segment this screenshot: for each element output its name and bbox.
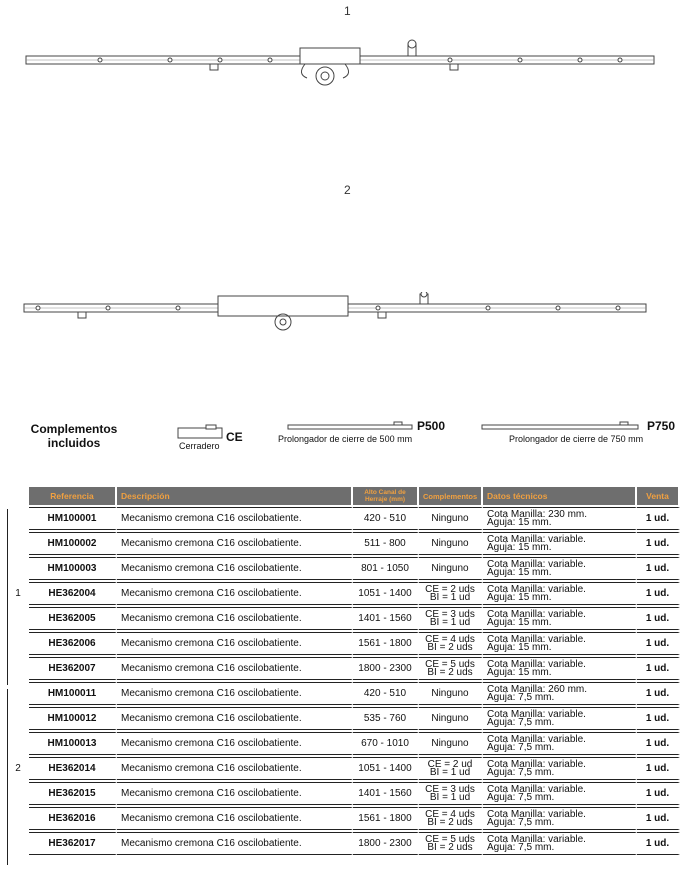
complementos-cell [419,607,483,630]
p750-caption: Prolongador de cierre de 750 mm [509,434,644,444]
alto-cell: 670 - 1010 [353,732,419,755]
complementos-cell [419,557,483,580]
cota-manilla: Cota Manilla: variable. [487,658,586,670]
venta-cell: 1 ud. [637,732,680,755]
venta-cell: 1 ud. [637,532,680,555]
complementos-cell [419,782,483,805]
aguja: Aguja: 7,5 mm. [487,766,555,778]
complemento-line-1: Ninguno [431,512,469,524]
aguja: Aguja: 7,5 mm. [487,791,555,803]
descripcion-cell: Mecanismo cremona C16 oscilobatiente. [117,532,353,555]
aguja: Aguja: 15 mm. [487,666,552,678]
alto-cell: 1401 - 1560 [353,782,419,805]
venta-cell: 1 ud. [637,632,680,655]
complemento-line-2: BI = 2 uds [427,666,473,678]
datos-tecnicos-cell [483,757,637,780]
p500-caption: Prolongador de cierre de 500 mm [278,434,413,444]
venta-cell: 1 ud. [637,707,680,730]
table-row [7,732,680,755]
table-row [7,532,680,555]
p750-drawing [480,421,642,433]
table-row [7,582,680,605]
cota-manilla: Cota Manilla: variable. [487,833,586,845]
complemento-line-1: CE = 5 uds [425,833,475,845]
alto-cell: 535 - 760 [353,707,419,730]
cota-manilla: Cota Manilla: variable. [487,558,586,570]
complementos-cell [419,807,483,830]
datos-tecnicos-cell [483,607,637,630]
referencia-cell: HM100013 [29,732,117,755]
venta-cell: 1 ud. [637,582,680,605]
complementos-title: Complementos incluidos [30,422,118,450]
aguja: Aguja: 15 mm. [487,641,552,653]
referencia-cell: HE362007 [29,657,117,680]
ce-caption: Cerradero [179,441,220,451]
complementos-cell [419,682,483,705]
descripcion-cell: Mecanismo cremona C16 oscilobatiente. [117,707,353,730]
venta-cell: 1 ud. [637,557,680,580]
complemento-line-2: BI = 2 uds [427,841,473,853]
referencia-cell: HE362016 [29,807,117,830]
descripcion-cell: Mecanismo cremona C16 oscilobatiente. [117,607,353,630]
alto-cell: 801 - 1050 [353,557,419,580]
aguja: Aguja: 7,5 mm. [487,716,555,728]
alto-cell: 1401 - 1560 [353,607,419,630]
venta-cell: 1 ud. [637,657,680,680]
alto-cell: 420 - 510 [353,507,419,530]
mechanism-2-drawing [18,292,653,342]
alto-cell: 420 - 510 [353,682,419,705]
descripcion-cell: Mecanismo cremona C16 oscilobatiente. [117,582,353,605]
table-row [7,807,680,830]
descripcion-cell: Mecanismo cremona C16 oscilobatiente. [117,782,353,805]
complementos-cell [419,507,483,530]
descripcion-cell: Mecanismo cremona C16 oscilobatiente. [117,757,353,780]
venta-cell: 1 ud. [637,607,680,630]
datos-tecnicos-cell [483,832,637,855]
aguja: Aguja: 7,5 mm. [487,816,555,828]
mechanism-1-drawing [20,38,665,90]
aguja: Aguja: 7,5 mm. [487,841,555,853]
datos-tecnicos-cell [483,507,637,530]
datos-tecnicos-cell [483,557,637,580]
aguja: Aguja: 7,5 mm. [487,691,555,703]
complemento-line-1: Ninguno [431,537,469,549]
complemento-line-2: BI = 1 ud [429,766,471,778]
table-row [7,782,680,805]
table-row [7,607,680,630]
ce-code: CE [226,430,243,444]
table-row [7,507,680,530]
complemento-line-1: Ninguno [431,712,469,724]
complemento-line-1: CE = 2 uds [425,583,475,595]
venta-cell: 1 ud. [637,682,680,705]
datos-tecnicos-cell [483,632,637,655]
descripcion-cell: Mecanismo cremona C16 oscilobatiente. [117,507,353,530]
complemento-line-2: BI = 1 ud [429,616,471,628]
table-row [7,557,680,580]
complementos-cell [419,732,483,755]
complemento-line-1: CE = 4 uds [425,808,475,820]
venta-cell: 1 ud. [637,507,680,530]
complemento-line-2: BI = 2 uds [427,641,473,653]
cota-manilla: Cota Manilla: variable. [487,633,586,645]
referencia-cell: HM100001 [29,507,117,530]
cota-manilla: Cota Manilla: variable. [487,808,586,820]
header-spacer [7,487,29,505]
aguja: Aguja: 15 mm. [487,541,552,553]
header-descripcion: Descripción [117,487,353,505]
cota-manilla: Cota Manilla: 260 mm. [487,683,588,695]
complementos-cell [419,832,483,855]
referencia-cell: HM100011 [29,682,117,705]
alto-cell: 1051 - 1400 [353,757,419,780]
datos-tecnicos-cell [483,807,637,830]
complementos-cell [419,657,483,680]
header-alto: Alto Canal de Herraje (mm) [353,487,419,505]
figure-1-label: 1 [344,4,351,18]
complemento-line-1: CE = 3 uds [425,608,475,620]
complemento-line-1: CE = 3 uds [425,783,475,795]
table-row [7,657,680,680]
table-row [7,632,680,655]
cerradero-drawing [176,424,224,442]
descripcion-cell: Mecanismo cremona C16 oscilobatiente. [117,832,353,855]
descripcion-cell: Mecanismo cremona C16 oscilobatiente. [117,632,353,655]
descripcion-cell: Mecanismo cremona C16 oscilobatiente. [117,807,353,830]
referencia-cell: HE362005 [29,607,117,630]
cota-manilla: Cota Manilla: variable. [487,533,586,545]
table-row [7,757,680,780]
aguja: Aguja: 15 mm. [487,566,552,578]
cota-manilla: Cota Manilla: variable. [487,758,586,770]
complementos-cell [419,582,483,605]
figure-2-label: 2 [344,183,351,197]
descripcion-cell: Mecanismo cremona C16 oscilobatiente. [117,682,353,705]
table-row [7,682,680,705]
product-table [7,485,680,857]
datos-tecnicos-cell [483,782,637,805]
header-referencia: Referencia [29,487,117,505]
datos-tecnicos-cell [483,532,637,555]
header-venta: Venta [637,487,680,505]
table-row [7,707,680,730]
referencia-cell: HM100002 [29,532,117,555]
datos-tecnicos-cell [483,657,637,680]
venta-cell: 1 ud. [637,807,680,830]
alto-cell: 1800 - 2300 [353,832,419,855]
referencia-cell: HE362014 [29,757,117,780]
cota-manilla: Cota Manilla: variable. [487,733,586,745]
cota-manilla: Cota Manilla: variable. [487,783,586,795]
header-complementos: Complementos [419,487,483,505]
group-label: 1 [15,588,21,599]
cota-manilla: Cota Manilla: 230 mm. [487,508,588,520]
aguja: Aguja: 15 mm. [487,616,552,628]
complementos-cell [419,532,483,555]
complementos-cell [419,757,483,780]
aguja: Aguja: 15 mm. [487,516,552,528]
complemento-line-1: Ninguno [431,687,469,699]
alto-cell: 511 - 800 [353,532,419,555]
complemento-line-1: Ninguno [431,562,469,574]
cota-manilla: Cota Manilla: variable. [487,583,586,595]
datos-tecnicos-cell [483,682,637,705]
complemento-line-2: BI = 1 ud [429,591,471,603]
p500-drawing [286,421,416,433]
complementos-cell [419,707,483,730]
cota-manilla: Cota Manilla: variable. [487,608,586,620]
datos-tecnicos-cell [483,582,637,605]
datos-tecnicos-cell [483,732,637,755]
referencia-cell: HE362004 [29,582,117,605]
complemento-line-2: BI = 2 uds [427,816,473,828]
header-datos: Datos técnicos [483,487,637,505]
referencia-cell: HE362006 [29,632,117,655]
group-label: 2 [15,763,21,774]
descripcion-cell: Mecanismo cremona C16 oscilobatiente. [117,732,353,755]
descripcion-cell: Mecanismo cremona C16 oscilobatiente. [117,657,353,680]
complemento-line-1: CE = 4 uds [425,633,475,645]
referencia-cell: HE362015 [29,782,117,805]
alto-cell: 1561 - 1800 [353,807,419,830]
aguja: Aguja: 15 mm. [487,591,552,603]
complemento-line-1: CE = 5 uds [425,658,475,670]
referencia-cell: HM100012 [29,707,117,730]
complemento-line-2: BI = 1 ud [429,791,471,803]
referencia-cell: HM100003 [29,557,117,580]
referencia-cell: HE362017 [29,832,117,855]
alto-cell: 1051 - 1400 [353,582,419,605]
table-header [7,487,680,505]
p750-code: P750 [647,419,676,433]
complemento-line-1: Ninguno [431,737,469,749]
venta-cell: 1 ud. [637,782,680,805]
aguja: Aguja: 7,5 mm. [487,741,555,753]
datos-tecnicos-cell [483,707,637,730]
venta-cell: 1 ud. [637,757,680,780]
complementos-cell [419,632,483,655]
complemento-line-1: CE = 2 ud [427,758,473,770]
venta-cell: 1 ud. [637,832,680,855]
p500-code: P500 [417,419,446,433]
table-row [7,832,680,855]
descripcion-cell: Mecanismo cremona C16 oscilobatiente. [117,557,353,580]
alto-cell: 1561 - 1800 [353,632,419,655]
alto-cell: 1800 - 2300 [353,657,419,680]
cota-manilla: Cota Manilla: variable. [487,708,586,720]
